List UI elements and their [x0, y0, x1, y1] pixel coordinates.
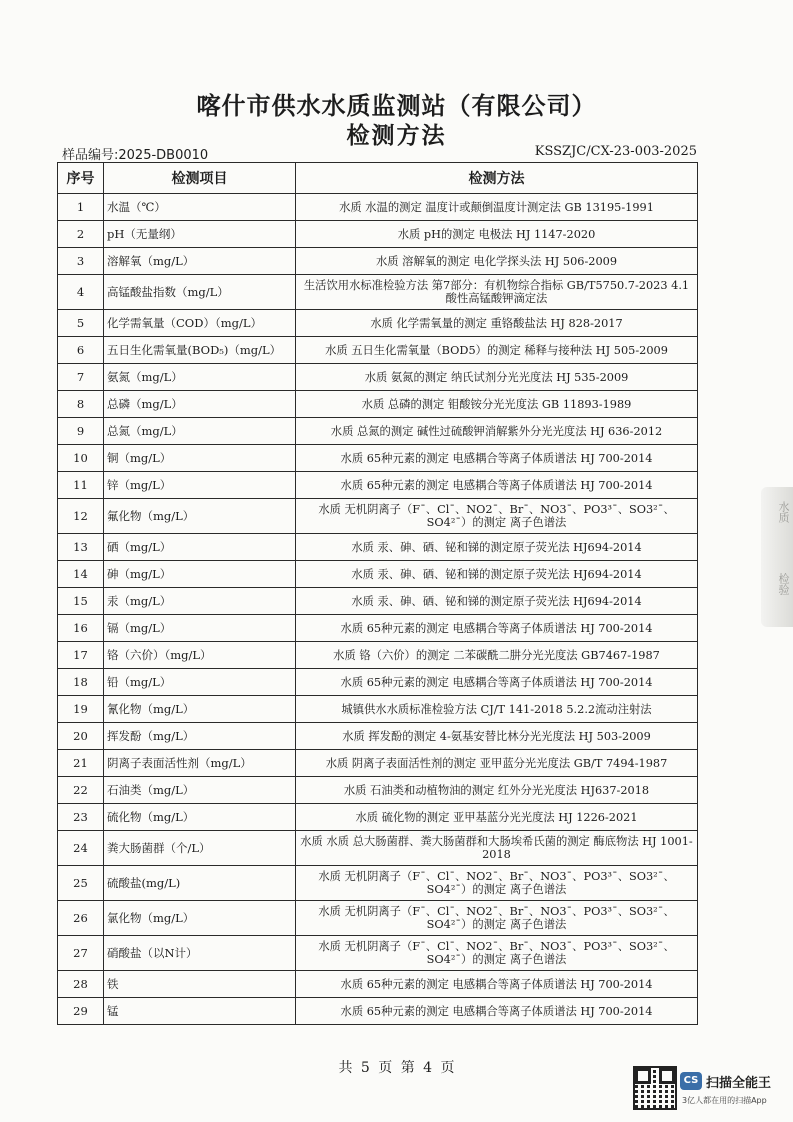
test-method: 城镇供水水质标准检验方法 CJ/T 141-2018 5.2.2流动注射法 [296, 696, 698, 723]
test-item: 硫化物（mg/L） [104, 804, 296, 831]
page-number: 共 5 页 第 4 页 [338, 1060, 455, 1076]
test-item: 溶解氧（mg/L） [104, 248, 296, 275]
column-header-item: 检测项目 [104, 163, 296, 194]
test-item: 阴离子表面活性剂（mg/L） [104, 750, 296, 777]
row-number: 11 [58, 472, 104, 499]
test-method: 水质 总磷的测定 钼酸铵分光光度法 GB 11893-1989 [296, 391, 698, 418]
test-method: 水质 阴离子表面活性剂的测定 亚甲蓝分光光度法 GB/T 7494-1987 [296, 750, 698, 777]
test-item: 氰化物（mg/L） [104, 696, 296, 723]
test-method: 生活饮用水标准检验方法 第7部分：有机物综合指标 GB/T5750.7-2023 4.1 酸性高锰酸钾滴定法 [296, 275, 698, 310]
test-item: 铜（mg/L） [104, 445, 296, 472]
table-row [58, 777, 698, 804]
row-number: 3 [58, 248, 104, 275]
test-item: 铁 [104, 971, 296, 998]
seal-stamp-edge [761, 487, 793, 627]
test-item: 镉（mg/L） [104, 615, 296, 642]
table-row [58, 971, 698, 998]
seal-text: 检验 [777, 573, 790, 595]
table-row [58, 831, 698, 866]
table-row [58, 615, 698, 642]
test-method: 水质 铬（六价）的测定 二苯碳酰二肼分光光度法 GB7467-1987 [296, 642, 698, 669]
table-row [58, 750, 698, 777]
row-number: 19 [58, 696, 104, 723]
row-number: 13 [58, 534, 104, 561]
test-method: 水质 pH的测定 电极法 HJ 1147-2020 [296, 221, 698, 248]
document-subtitle: 检测方法 [346, 123, 447, 149]
row-number: 21 [58, 750, 104, 777]
table-row [58, 418, 698, 445]
test-item: 汞（mg/L） [104, 588, 296, 615]
column-header-method: 检测方法 [296, 163, 698, 194]
row-number: 5 [58, 310, 104, 337]
test-method: 水质 汞、砷、硒、铋和锑的测定原子荧光法 HJ694-2014 [296, 561, 698, 588]
test-method: 水质 无机阴离子（F¯、Cl¯、NO2¯、Br¯、NO3¯、PO3³¯、SO3²¯、SO4²¯）的测定 离子色谱法 [296, 499, 698, 534]
document-title: 喀什市供水水质监测站（有限公司） [196, 92, 597, 120]
row-number: 7 [58, 364, 104, 391]
row-number: 6 [58, 337, 104, 364]
table-row [58, 221, 698, 248]
test-method: 水质 石油类和动植物油的测定 红外分光光度法 HJ637-2018 [296, 777, 698, 804]
table-row [58, 499, 698, 534]
test-item: 粪大肠菌群（个/L） [104, 831, 296, 866]
seal-text: 水质 [777, 501, 790, 523]
test-method: 水质 无机阴离子（F¯、Cl¯、NO2¯、Br¯、NO3¯、PO3³¯、SO3²¯、SO4²¯）的测定 离子色谱法 [296, 936, 698, 971]
test-method: 水质 65种元素的测定 电感耦合等离子体质谱法 HJ 700-2014 [296, 998, 698, 1025]
table-row [58, 723, 698, 750]
test-item: 水温（℃） [104, 194, 296, 221]
row-number: 18 [58, 669, 104, 696]
document-code: KSSZJC/CX-23-003-2025 [534, 144, 697, 159]
row-number: 2 [58, 221, 104, 248]
table-row [58, 391, 698, 418]
table-row [58, 866, 698, 901]
test-method: 水质 氨氮的测定 纳氏试剂分光光度法 HJ 535-2009 [296, 364, 698, 391]
table-row [58, 194, 698, 221]
test-item: 氟化物（mg/L） [104, 499, 296, 534]
test-method: 水质 无机阴离子（F¯、Cl¯、NO2¯、Br¯、NO3¯、PO3³¯、SO3²¯、SO4²¯）的测定 离子色谱法 [296, 901, 698, 936]
test-item: 锌（mg/L） [104, 472, 296, 499]
test-method: 水质 挥发酚的测定 4-氨基安替比林分光光度法 HJ 503-2009 [296, 723, 698, 750]
test-item: 硒（mg/L） [104, 534, 296, 561]
test-item: 挥发酚（mg/L） [104, 723, 296, 750]
row-number: 29 [58, 998, 104, 1025]
table-row [58, 901, 698, 936]
test-item: 铅（mg/L） [104, 669, 296, 696]
test-item: 砷（mg/L） [104, 561, 296, 588]
row-number: 28 [58, 971, 104, 998]
test-method: 水质 65种元素的测定 电感耦合等离子体质谱法 HJ 700-2014 [296, 445, 698, 472]
test-item: 总磷（mg/L） [104, 391, 296, 418]
test-method: 水质 65种元素的测定 电感耦合等离子体质谱法 HJ 700-2014 [296, 615, 698, 642]
test-item: 五日生化需氧量(BOD₅)（mg/L） [104, 337, 296, 364]
row-number: 12 [58, 499, 104, 534]
column-header-no: 序号 [58, 163, 104, 194]
test-item: 高锰酸盐指数（mg/L） [104, 275, 296, 310]
table-row [58, 804, 698, 831]
row-number: 15 [58, 588, 104, 615]
table-row [58, 275, 698, 310]
test-item: 铬（六价）（mg/L） [104, 642, 296, 669]
row-number: 26 [58, 901, 104, 936]
scanner-tagline: 3亿人都在用的扫描App [682, 1096, 767, 1105]
methods-table [57, 162, 698, 1025]
test-method: 水质 硫化物的测定 亚甲基蓝分光光度法 HJ 1226-2021 [296, 804, 698, 831]
row-number: 17 [58, 642, 104, 669]
row-number: 4 [58, 275, 104, 310]
row-number: 20 [58, 723, 104, 750]
row-number: 10 [58, 445, 104, 472]
row-number: 22 [58, 777, 104, 804]
test-item: 石油类（mg/L） [104, 777, 296, 804]
row-number: 24 [58, 831, 104, 866]
row-number: 8 [58, 391, 104, 418]
test-item: 氯化物（mg/L） [104, 901, 296, 936]
qr-code-icon [633, 1066, 677, 1110]
test-item: 硝酸盐（以N计） [104, 936, 296, 971]
test-item: 硫酸盐(mg/L) [104, 866, 296, 901]
test-method: 水质 65种元素的测定 电感耦合等离子体质谱法 HJ 700-2014 [296, 971, 698, 998]
test-method: 水质 65种元素的测定 电感耦合等离子体质谱法 HJ 700-2014 [296, 669, 698, 696]
test-method: 水质 汞、砷、硒、铋和锑的测定原子荧光法 HJ694-2014 [296, 534, 698, 561]
table-row [58, 998, 698, 1025]
test-method: 水质 汞、砷、硒、铋和锑的测定原子荧光法 HJ694-2014 [296, 588, 698, 615]
table-row [58, 588, 698, 615]
test-method: 水质 化学需氧量的测定 重铬酸盐法 HJ 828-2017 [296, 310, 698, 337]
row-number: 23 [58, 804, 104, 831]
test-item: 锰 [104, 998, 296, 1025]
test-method: 水质 总氮的测定 碱性过硫酸钾消解紫外分光光度法 HJ 636-2012 [296, 418, 698, 445]
test-method: 水质 无机阴离子（F¯、Cl¯、NO2¯、Br¯、NO3¯、PO3³¯、SO3²¯、SO4²¯）的测定 离子色谱法 [296, 866, 698, 901]
test-method: 水质 溶解氧的测定 电化学探头法 HJ 506-2009 [296, 248, 698, 275]
test-method: 水质 五日生化需氧量（BOD5）的测定 稀释与接种法 HJ 505-2009 [296, 337, 698, 364]
table-row [58, 337, 698, 364]
table-row [58, 445, 698, 472]
camscanner-logo-icon: CS [680, 1072, 702, 1090]
row-number: 16 [58, 615, 104, 642]
table-row [58, 669, 698, 696]
row-number: 9 [58, 418, 104, 445]
table-row [58, 561, 698, 588]
table-row [58, 936, 698, 971]
row-number: 25 [58, 866, 104, 901]
test-item: pH（无量纲） [104, 221, 296, 248]
row-number: 27 [58, 936, 104, 971]
table-body [58, 194, 698, 1025]
row-number: 1 [58, 194, 104, 221]
scanner-app-name: 扫描全能王 [706, 1076, 772, 1091]
table-header-row [58, 163, 698, 194]
table-row [58, 472, 698, 499]
test-method: 水质 水质 总大肠菌群、粪大肠菌群和大肠埃希氏菌的测定 酶底物法 HJ 1001-2018 [296, 831, 698, 866]
table-row [58, 248, 698, 275]
sample-number: 样品编号:2025-DB0010 [62, 148, 209, 163]
table-row [58, 696, 698, 723]
table-row [58, 364, 698, 391]
table-row [58, 642, 698, 669]
row-number: 14 [58, 561, 104, 588]
table-row [58, 310, 698, 337]
test-item: 化学需氧量（COD）（mg/L） [104, 310, 296, 337]
test-item: 总氮（mg/L） [104, 418, 296, 445]
test-item: 氨氮（mg/L） [104, 364, 296, 391]
table-row [58, 534, 698, 561]
test-method: 水质 水温的测定 温度计或颠倒温度计测定法 GB 13195-1991 [296, 194, 698, 221]
test-method: 水质 65种元素的测定 电感耦合等离子体质谱法 HJ 700-2014 [296, 472, 698, 499]
